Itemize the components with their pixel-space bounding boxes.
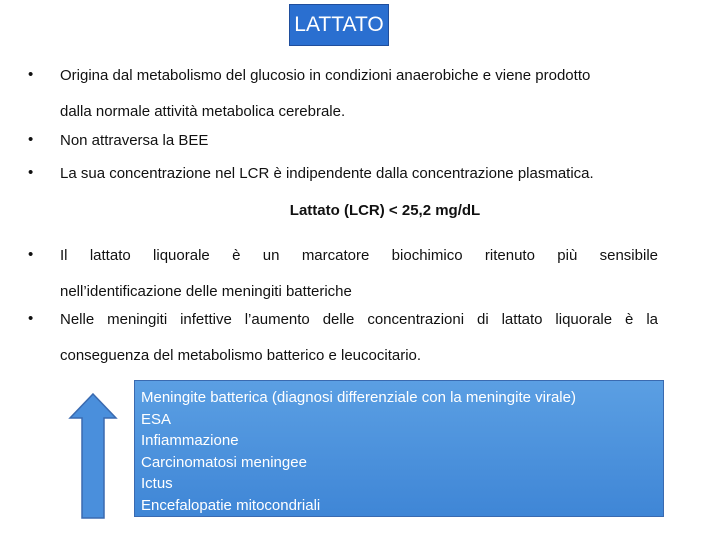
bullet-dot: • [28,310,34,327]
bullet-text: Il lattato liquorale è un marcatore biochimico ritenuto più sensibile nell’identificazione delle meningiti batteriche [60,247,658,300]
bullet-dot: • [28,164,34,181]
bullet-text: Origina dal metabolismo del glucosio in condizioni anaerobiche e viene prodotto dalla normale attività metabolica cerebrale. [60,67,591,120]
up-arrow-icon [68,392,118,520]
bullet-item [28,123,658,159]
bullet-dot: • [28,246,34,263]
condition-item: Infiammazione [141,432,239,449]
condition-item: Meningite batterica (diagnosi differenziale con la meningite virale) [141,389,576,406]
condition-item: ESA [141,410,172,428]
condition-item: Encefalopatie mitocondriali [141,496,321,514]
bullet-text: Nelle meningiti infettive l’aumento delle concentrazioni di lattato liquorale è la conseguenza del metabolismo batterico e leucocitario. [60,311,658,364]
condition-item: Carcinomatosi meningee [141,453,307,471]
bullet-text: Non attraversa la BEE [60,132,209,149]
bullet-item [28,302,658,374]
condition-item: Ictus [141,475,173,492]
bullet-text: La sua concentrazione nel LCR è indipendente dalla concentrazione plasmatica. [60,165,594,182]
bullet-dot: • [28,131,34,148]
bullet-item [28,58,658,130]
reference-value: Lattato (LCR) < 25,2 mg/dL [289,202,481,219]
bullet-item [28,238,658,310]
slide-title: LATTATO [289,4,389,46]
conditions-box [134,380,664,517]
bullet-item [28,156,658,192]
bullet-dot: • [28,66,34,83]
